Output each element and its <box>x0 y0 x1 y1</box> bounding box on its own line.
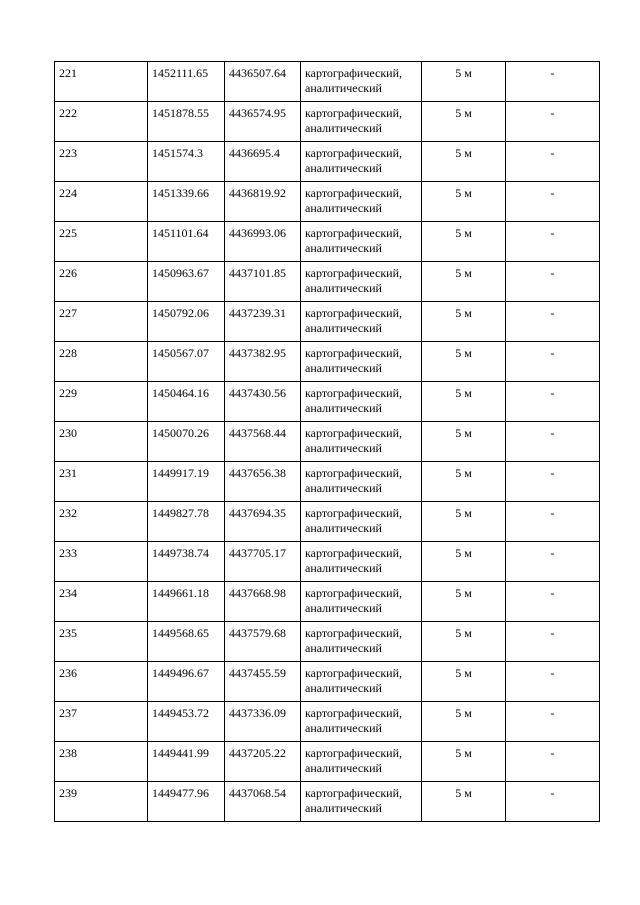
accuracy-cell: 5 м <box>422 742 506 782</box>
y-coordinate-cell: 4437068.54 <box>225 782 301 822</box>
accuracy-cell: 5 м <box>422 462 506 502</box>
table-row <box>55 222 600 262</box>
table-row <box>55 302 600 342</box>
x-coordinate-cell: 1450792.06 <box>148 302 225 342</box>
x-coordinate-cell: 1449496.67 <box>148 662 225 702</box>
x-coordinate-cell: 1451101.64 <box>148 222 225 262</box>
point-number-cell: 226 <box>55 262 148 302</box>
note-cell: - <box>506 622 600 662</box>
point-number-cell: 228 <box>55 342 148 382</box>
x-coordinate-cell: 1449661.18 <box>148 582 225 622</box>
point-number-cell: 237 <box>55 702 148 742</box>
method-cell: картографический, аналитический <box>301 342 422 382</box>
table-row <box>55 542 600 582</box>
accuracy-cell: 5 м <box>422 102 506 142</box>
note-cell: - <box>506 182 600 222</box>
table-row <box>55 422 600 462</box>
point-number-cell: 238 <box>55 742 148 782</box>
point-number-cell: 232 <box>55 502 148 542</box>
y-coordinate-cell: 4436819.92 <box>225 182 301 222</box>
method-cell: картографический, аналитический <box>301 662 422 702</box>
y-coordinate-cell: 4437668.98 <box>225 582 301 622</box>
y-coordinate-cell: 4437656.38 <box>225 462 301 502</box>
note-cell: - <box>506 462 600 502</box>
y-coordinate-cell: 4436695.4 <box>225 142 301 182</box>
y-coordinate-cell: 4436507.64 <box>225 62 301 102</box>
y-coordinate-cell: 4436993.06 <box>225 222 301 262</box>
y-coordinate-cell: 4437101.85 <box>225 262 301 302</box>
y-coordinate-cell: 4437579.68 <box>225 622 301 662</box>
table-row <box>55 142 600 182</box>
table-row <box>55 62 600 102</box>
note-cell: - <box>506 742 600 782</box>
method-cell: картографический, аналитический <box>301 382 422 422</box>
x-coordinate-cell: 1449827.78 <box>148 502 225 542</box>
x-coordinate-cell: 1449453.72 <box>148 702 225 742</box>
note-cell: - <box>506 222 600 262</box>
note-cell: - <box>506 502 600 542</box>
coordinates-table <box>54 61 600 822</box>
coordinates-table-body <box>55 62 600 822</box>
point-number-cell: 221 <box>55 62 148 102</box>
y-coordinate-cell: 4437205.22 <box>225 742 301 782</box>
table-row <box>55 382 600 422</box>
note-cell: - <box>506 102 600 142</box>
point-number-cell: 236 <box>55 662 148 702</box>
table-row <box>55 782 600 822</box>
method-cell: картографический, аналитический <box>301 302 422 342</box>
note-cell: - <box>506 62 600 102</box>
x-coordinate-cell: 1450070.26 <box>148 422 225 462</box>
note-cell: - <box>506 302 600 342</box>
y-coordinate-cell: 4437239.31 <box>225 302 301 342</box>
x-coordinate-cell: 1450963.67 <box>148 262 225 302</box>
x-coordinate-cell: 1449441.99 <box>148 742 225 782</box>
table-row <box>55 702 600 742</box>
accuracy-cell: 5 м <box>422 542 506 582</box>
method-cell: картографический, аналитический <box>301 102 422 142</box>
point-number-cell: 227 <box>55 302 148 342</box>
point-number-cell: 224 <box>55 182 148 222</box>
accuracy-cell: 5 м <box>422 582 506 622</box>
method-cell: картографический, аналитический <box>301 742 422 782</box>
accuracy-cell: 5 м <box>422 422 506 462</box>
note-cell: - <box>506 422 600 462</box>
method-cell: картографический, аналитический <box>301 462 422 502</box>
note-cell: - <box>506 382 600 422</box>
y-coordinate-cell: 4437568.44 <box>225 422 301 462</box>
accuracy-cell: 5 м <box>422 142 506 182</box>
y-coordinate-cell: 4437430.56 <box>225 382 301 422</box>
y-coordinate-cell: 4436574.95 <box>225 102 301 142</box>
note-cell: - <box>506 142 600 182</box>
method-cell: картографический, аналитический <box>301 702 422 742</box>
point-number-cell: 230 <box>55 422 148 462</box>
note-cell: - <box>506 542 600 582</box>
point-number-cell: 229 <box>55 382 148 422</box>
y-coordinate-cell: 4437382.95 <box>225 342 301 382</box>
point-number-cell: 234 <box>55 582 148 622</box>
table-row <box>55 622 600 662</box>
y-coordinate-cell: 4437455.59 <box>225 662 301 702</box>
point-number-cell: 239 <box>55 782 148 822</box>
point-number-cell: 222 <box>55 102 148 142</box>
y-coordinate-cell: 4437705.17 <box>225 542 301 582</box>
point-number-cell: 231 <box>55 462 148 502</box>
method-cell: картографический, аналитический <box>301 582 422 622</box>
table-row <box>55 262 600 302</box>
point-number-cell: 235 <box>55 622 148 662</box>
method-cell: картографический, аналитический <box>301 262 422 302</box>
point-number-cell: 225 <box>55 222 148 262</box>
note-cell: - <box>506 262 600 302</box>
note-cell: - <box>506 662 600 702</box>
accuracy-cell: 5 м <box>422 342 506 382</box>
method-cell: картографический, аналитический <box>301 422 422 462</box>
x-coordinate-cell: 1449477.96 <box>148 782 225 822</box>
accuracy-cell: 5 м <box>422 662 506 702</box>
method-cell: картографический, аналитический <box>301 142 422 182</box>
table-row <box>55 742 600 782</box>
x-coordinate-cell: 1449917.19 <box>148 462 225 502</box>
method-cell: картографический, аналитический <box>301 542 422 582</box>
method-cell: картографический, аналитический <box>301 62 422 102</box>
table-row <box>55 462 600 502</box>
table-row <box>55 502 600 542</box>
note-cell: - <box>506 342 600 382</box>
accuracy-cell: 5 м <box>422 222 506 262</box>
table-row <box>55 662 600 702</box>
accuracy-cell: 5 м <box>422 782 506 822</box>
table-row <box>55 182 600 222</box>
accuracy-cell: 5 м <box>422 382 506 422</box>
table-row <box>55 102 600 142</box>
point-number-cell: 233 <box>55 542 148 582</box>
x-coordinate-cell: 1450464.16 <box>148 382 225 422</box>
accuracy-cell: 5 м <box>422 262 506 302</box>
x-coordinate-cell: 1449568.65 <box>148 622 225 662</box>
note-cell: - <box>506 582 600 622</box>
point-number-cell: 223 <box>55 142 148 182</box>
table-row <box>55 582 600 622</box>
note-cell: - <box>506 702 600 742</box>
accuracy-cell: 5 м <box>422 702 506 742</box>
x-coordinate-cell: 1449738.74 <box>148 542 225 582</box>
method-cell: картографический, аналитический <box>301 182 422 222</box>
note-cell: - <box>506 782 600 822</box>
x-coordinate-cell: 1451878.55 <box>148 102 225 142</box>
table-row <box>55 342 600 382</box>
x-coordinate-cell: 1450567.07 <box>148 342 225 382</box>
method-cell: картографический, аналитический <box>301 502 422 542</box>
x-coordinate-cell: 1451339.66 <box>148 182 225 222</box>
accuracy-cell: 5 м <box>422 622 506 662</box>
y-coordinate-cell: 4437336.09 <box>225 702 301 742</box>
accuracy-cell: 5 м <box>422 182 506 222</box>
accuracy-cell: 5 м <box>422 502 506 542</box>
x-coordinate-cell: 1452111.65 <box>148 62 225 102</box>
accuracy-cell: 5 м <box>422 302 506 342</box>
method-cell: картографический, аналитический <box>301 622 422 662</box>
y-coordinate-cell: 4437694.35 <box>225 502 301 542</box>
x-coordinate-cell: 1451574.3 <box>148 142 225 182</box>
method-cell: картографический, аналитический <box>301 222 422 262</box>
accuracy-cell: 5 м <box>422 62 506 102</box>
method-cell: картографический, аналитический <box>301 782 422 822</box>
